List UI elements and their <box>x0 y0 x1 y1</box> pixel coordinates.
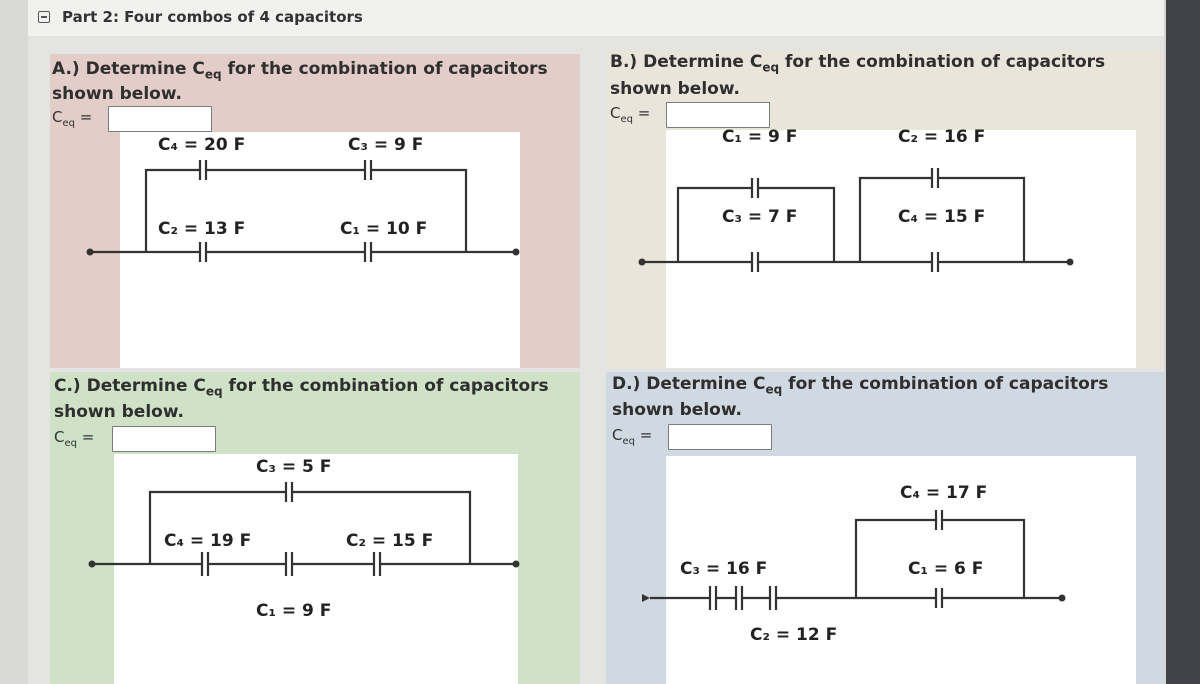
part-b-circuit <box>606 50 1164 368</box>
part-a-c4-label: C₄ = 20 F <box>158 135 246 155</box>
part-a-circuit <box>50 54 580 368</box>
part-a-top-branch-wire <box>146 170 466 252</box>
part-b-panel <box>606 50 1164 368</box>
part-b-c4-label: C₄ = 15 F <box>898 207 986 227</box>
part-a-question: A.) Determine $C_{eq}$ for the combination of capacitors <box>52 59 548 82</box>
part-d-c4-label: C₄ = 17 F <box>900 483 988 503</box>
part-b-right-terminal <box>1067 259 1074 266</box>
collapse-icon[interactable] <box>38 11 50 23</box>
part-c-left-terminal <box>89 561 96 568</box>
part-c-c1-label: C₁ = 9 F <box>256 601 332 621</box>
part-c-question-line2: shown below. <box>54 402 184 422</box>
part-d-right-terminal <box>1059 595 1066 602</box>
section-content <box>28 36 1164 684</box>
part-d-panel <box>606 372 1164 684</box>
part-b-ceq-label: $C_{eq}$ = <box>610 104 651 125</box>
part-b-question: B.) Determine $C_{eq}$ for the combination of capacitors <box>610 52 1106 75</box>
part-b-question-line2: shown below. <box>610 79 740 99</box>
part-c-circuit <box>50 372 580 684</box>
part-d-ceq-label: $C_{eq}$ = <box>612 426 653 447</box>
part-d-question: D.) Determine $C_{eq}$ for the combination of capacitors <box>612 374 1109 397</box>
part-c-c3-branch-wire <box>150 492 470 564</box>
right-edge-strip <box>1166 0 1200 684</box>
part-b-c2-label: C₂ = 16 F <box>898 127 986 147</box>
part-d-c3-label: C₃ = 16 F <box>680 559 768 579</box>
section-header[interactable] <box>28 0 1164 37</box>
part-c-panel <box>50 372 580 684</box>
part-c-question: C.) Determine $C_{eq}$ for the combination of capacitors <box>54 376 549 399</box>
part-b-left-terminal <box>639 259 646 266</box>
left-margin <box>0 0 28 684</box>
part-d-circuit <box>606 372 1164 684</box>
part-d-left-arrow <box>642 594 650 602</box>
part-a-c1-label: C₁ = 10 F <box>340 219 428 239</box>
part-a-left-terminal <box>87 249 94 256</box>
section-title: Part 2: Four combos of 4 capacitors <box>62 8 363 26</box>
part-b-c3-label: C₃ = 7 F <box>722 207 798 227</box>
part-d-c2-label: C₂ = 12 F <box>750 625 838 645</box>
part-a-question-line2: shown below. <box>52 84 182 104</box>
part-c-c3-label: C₃ = 5 F <box>256 457 332 477</box>
part-c-right-terminal <box>513 561 520 568</box>
part-d-question-line2: shown below. <box>612 400 742 420</box>
part-c-c2-label: C₂ = 15 F <box>346 531 434 551</box>
part-c-c4-label: C₄ = 19 F <box>164 531 252 551</box>
part-b-c1-label: C₁ = 9 F <box>722 127 798 147</box>
part-a-right-terminal <box>513 249 520 256</box>
part-d-c1-label: C₁ = 6 F <box>908 559 984 579</box>
part-c-ceq-label: $C_{eq}$ = <box>54 428 95 449</box>
part-a-c2-label: C₂ = 13 F <box>158 219 246 239</box>
part-a-c3-label: C₃ = 9 F <box>348 135 424 155</box>
part-a-ceq-label: $C_{eq}$ = <box>52 108 93 129</box>
part-a-panel <box>50 54 580 368</box>
